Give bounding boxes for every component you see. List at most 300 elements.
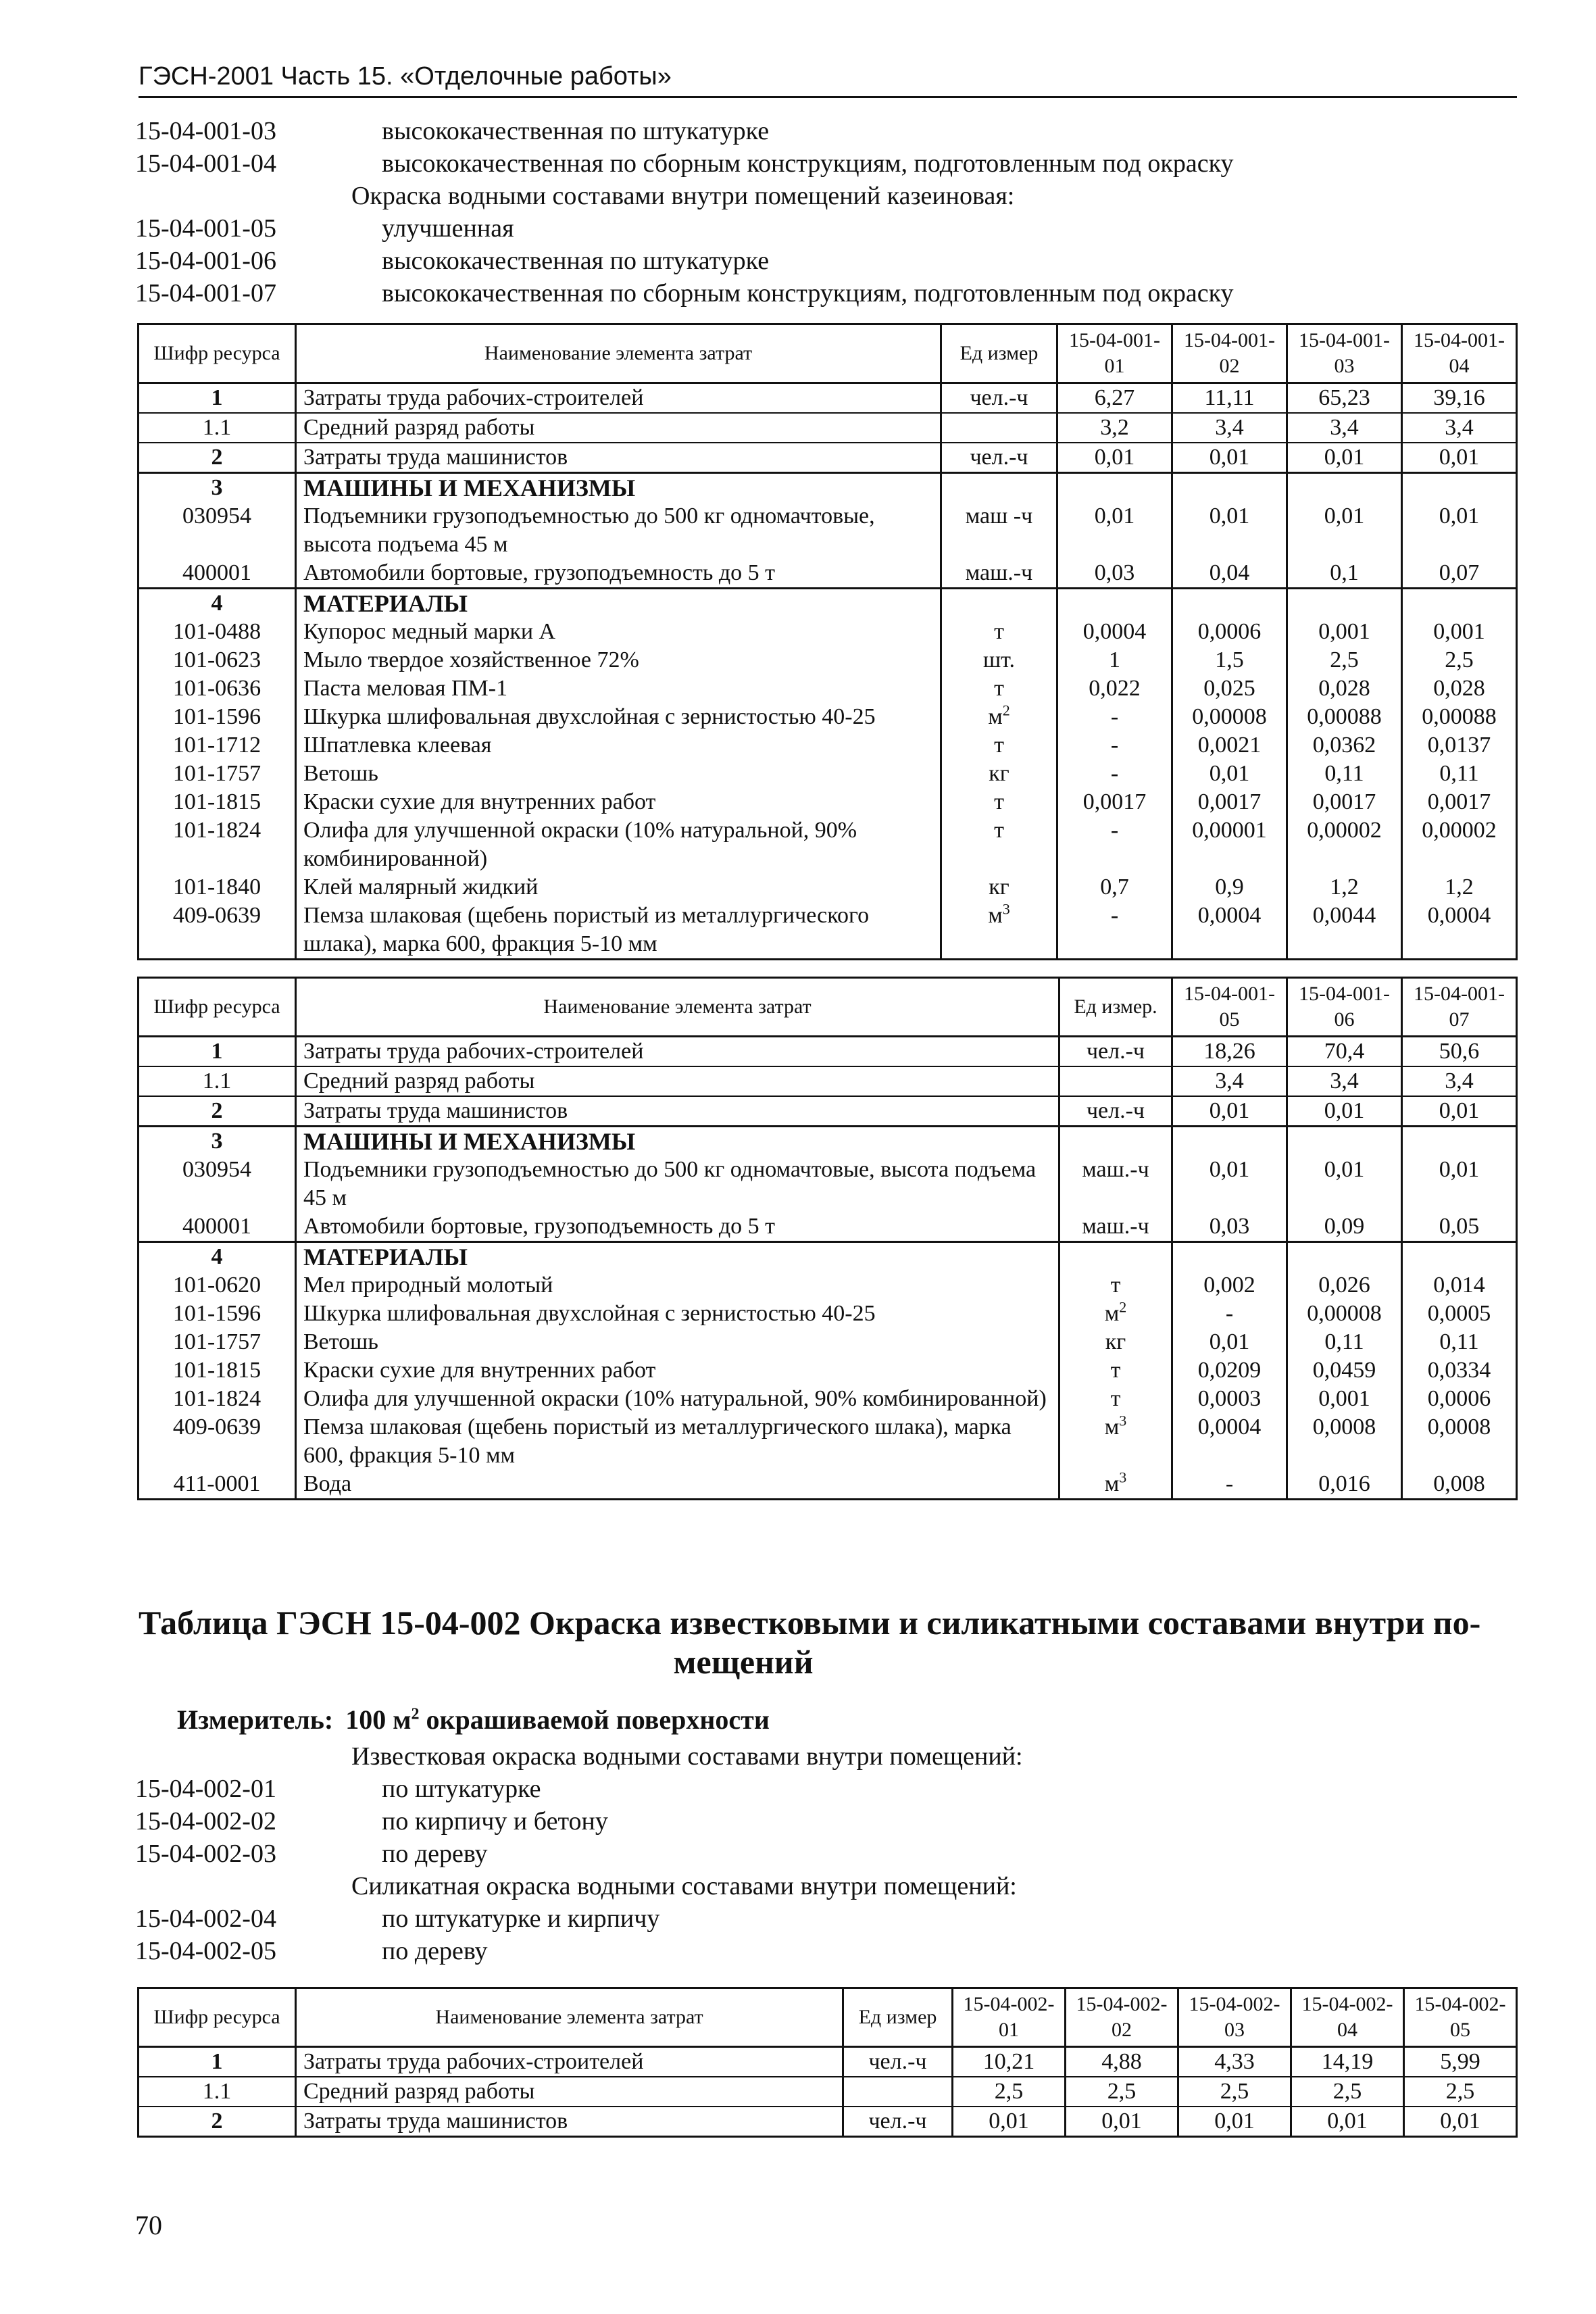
row-value: 70,4 [1287, 1037, 1402, 1067]
desc: по штукатурке [382, 1775, 541, 1803]
row-name: Мел природный молотый [296, 1271, 1059, 1300]
row-name: Шпатлевка клеевая [296, 731, 941, 760]
row-unit [1059, 1242, 1172, 1272]
desc: высококачественная по сборным конструкциям, подготовленным под окраску [382, 279, 1234, 307]
row-value: 0,0005 [1402, 1300, 1517, 1328]
row-value: 0,01 [1178, 2107, 1291, 2137]
row-value: 0,01 [1287, 1096, 1402, 1127]
row-name: Краски сухие для внутренних работ [296, 788, 941, 816]
row-value: 2,5 [1178, 2077, 1291, 2107]
table-title-line-2: мещений [673, 1643, 814, 1681]
row-value: 0,7 [1057, 873, 1172, 902]
row-value: 1 [1057, 646, 1172, 674]
row-value: 0,01 [1402, 1096, 1517, 1127]
header-unit: Ед измер. [1059, 978, 1172, 1037]
row-value: 0,00001 [1172, 816, 1287, 873]
section-title: МАШИНЫ И МЕХАНИЗМЫ [296, 1127, 1059, 1156]
header-col: 15-04-001-07 [1402, 978, 1517, 1037]
row-value: 0,01 [1172, 443, 1287, 473]
section-row [139, 1127, 1517, 1156]
row-name: Затраты труда рабочих-строителей [296, 383, 941, 414]
row-value: 0,01 [1172, 1156, 1287, 1212]
row-code: 409-0639 [139, 902, 296, 960]
row-code: 030954 [139, 1156, 296, 1212]
table-row [139, 1328, 1517, 1356]
row-value: - [1172, 1300, 1287, 1328]
code: 15-04-001-07 [135, 279, 276, 307]
row-unit [843, 2077, 953, 2107]
row-value: 0,028 [1402, 674, 1517, 703]
section-title: МАТЕРИАЛЫ [296, 1242, 1059, 1272]
row-value: 0,01 [1402, 443, 1517, 473]
table-row [139, 788, 1517, 816]
table-row [139, 2107, 1517, 2137]
row-value: 0,0004 [1057, 618, 1172, 646]
table-row [139, 413, 1517, 443]
row-code: 101-1712 [139, 731, 296, 760]
table-row [139, 1096, 1517, 1127]
row-unit: т [941, 788, 1057, 816]
row-value: 0,0006 [1402, 1385, 1517, 1413]
row-unit: $м^2$ [1059, 1300, 1172, 1328]
row-value: 0,0004 [1172, 902, 1287, 960]
row-unit [941, 589, 1057, 618]
header-col: 15-04-001-01 [1057, 324, 1172, 383]
row-code: 400001 [139, 559, 296, 589]
table-row [139, 816, 1517, 873]
row-value: 0,022 [1057, 674, 1172, 703]
row-unit: $м^3$ [1059, 1413, 1172, 1470]
row-value: 0,025 [1172, 674, 1287, 703]
row-name: Средний разряд работы [296, 2077, 843, 2107]
row-value: 65,23 [1287, 383, 1402, 414]
measure-value: 100 м [345, 1704, 412, 1735]
row-value: 3,2 [1057, 413, 1172, 443]
table-header-row [139, 1988, 1517, 2047]
row-value: 2,5 [1287, 646, 1402, 674]
measure-label: Измеритель: [177, 1704, 334, 1735]
code-line [135, 1902, 1527, 1935]
page-number: 70 [135, 2210, 162, 2240]
row-value: 0,0017 [1402, 788, 1517, 816]
row-value: 0,0362 [1287, 731, 1402, 760]
row-unit: т [1059, 1356, 1172, 1385]
row-code: 3 [139, 473, 296, 503]
row-value: 0,01 [1172, 760, 1287, 788]
code: 15-04-002-01 [135, 1775, 276, 1803]
row-value: 0,05 [1402, 1212, 1517, 1242]
row-value: 0,0137 [1402, 731, 1517, 760]
row-name: Автомобили бортовые, грузоподъемность до 5 т [296, 559, 941, 589]
row-name: Олифа для улучшенной окраски (10% натуральной, 90% комбинированной) [296, 1385, 1059, 1413]
row-value [1287, 473, 1402, 503]
header-code: Шифр ресурса [139, 324, 296, 383]
row-unit [1059, 1127, 1172, 1156]
row-value: 5,99 [1404, 2047, 1517, 2077]
header-unit: Ед измер [941, 324, 1057, 383]
header-col: 15-04-002-02 [1066, 1988, 1178, 2047]
row-value: 4,33 [1178, 2047, 1291, 2077]
row-unit: т [941, 674, 1057, 703]
row-value: 0,11 [1287, 760, 1402, 788]
row-value: 0,00002 [1287, 816, 1402, 873]
row-value: 2,5 [1404, 2077, 1517, 2107]
row-code: 101-1824 [139, 1385, 296, 1413]
table-row [139, 1356, 1517, 1385]
row-value: 0,001 [1402, 618, 1517, 646]
table-row [139, 1385, 1517, 1413]
header-name: Наименование элемента затрат [296, 978, 1059, 1037]
row-value: 0,00088 [1287, 703, 1402, 731]
row-code: 1.1 [139, 413, 296, 443]
row-unit: маш.-ч [1059, 1212, 1172, 1242]
row-unit: т [1059, 1385, 1172, 1413]
row-name: Ветошь [296, 1328, 1059, 1356]
row-value: 2,5 [1291, 2077, 1404, 2107]
table-row [139, 502, 1517, 559]
row-code: 101-1596 [139, 1300, 296, 1328]
row-unit [941, 413, 1057, 443]
table-row [139, 760, 1517, 788]
row-name: Затраты труда рабочих-строителей [296, 1037, 1059, 1067]
desc: Силикатная окраска водными составами внутри помещений: [351, 1872, 1017, 1900]
row-code: 101-0623 [139, 646, 296, 674]
code: 15-04-001-03 [135, 117, 276, 145]
table-row [139, 443, 1517, 473]
row-unit [1059, 1066, 1172, 1096]
row-code: 411-0001 [139, 1470, 296, 1500]
row-value: 3,4 [1402, 1066, 1517, 1096]
row-value [1172, 1242, 1287, 1272]
table-row [139, 1037, 1517, 1067]
row-code: 4 [139, 1242, 296, 1272]
header-col: 15-04-001-04 [1402, 324, 1517, 383]
row-value [1057, 589, 1172, 618]
row-value [1172, 1127, 1287, 1156]
row-unit: т [1059, 1271, 1172, 1300]
desc: Окраска водными составами внутри помещений казеиновая: [351, 182, 1015, 210]
row-value [1402, 1242, 1517, 1272]
row-value: 0,01 [1057, 443, 1172, 473]
header-code: Шифр ресурса [139, 978, 296, 1037]
desc: по штукатурке и кирпичу [382, 1904, 660, 1933]
header-col: 15-04-001-06 [1287, 978, 1402, 1037]
row-name: Затраты труда рабочих-строителей [296, 2047, 843, 2077]
table-row [139, 731, 1517, 760]
section-row [139, 1242, 1517, 1272]
code-line [135, 1935, 1527, 1967]
row-value: 3,4 [1172, 413, 1287, 443]
row-value: 2,5 [1066, 2077, 1178, 2107]
code-line [135, 1838, 1527, 1870]
row-name: Ветошь [296, 760, 941, 788]
row-unit: маш.-ч [941, 559, 1057, 589]
row-code: 1 [139, 383, 296, 414]
row-value: 50,6 [1402, 1037, 1517, 1067]
row-value: 0,014 [1402, 1271, 1517, 1300]
row-name: Автомобили бортовые, грузоподъемность до 5 т [296, 1212, 1059, 1242]
row-unit [941, 473, 1057, 503]
row-unit: т [941, 731, 1057, 760]
row-unit: чел.-ч [941, 383, 1057, 414]
top-code-list [135, 115, 1527, 310]
table-row [139, 1413, 1517, 1470]
row-code: 101-0488 [139, 618, 296, 646]
row-value: 0,0459 [1287, 1356, 1402, 1385]
table-row [139, 1212, 1517, 1242]
code: 15-04-001-06 [135, 247, 276, 275]
row-value: 0,11 [1402, 1328, 1517, 1356]
row-value [1402, 1127, 1517, 1156]
row-name: Мыло твердое хозяйственное 72% [296, 646, 941, 674]
table-row [139, 1300, 1517, 1328]
code-group-line [135, 180, 1527, 212]
header-col: 15-04-001-03 [1287, 324, 1402, 383]
desc: высококачественная по штукатурке [382, 117, 770, 145]
row-name: Затраты труда машинистов [296, 1096, 1059, 1127]
section-table-title [139, 1603, 1510, 1681]
desc: по кирпичу и бетону [382, 1807, 608, 1836]
row-value: 0,01 [1066, 2107, 1178, 2137]
row-value: 0,01 [1402, 1156, 1517, 1212]
row-value: 0,0008 [1402, 1413, 1517, 1470]
row-unit: $м^2$ [941, 703, 1057, 731]
desc: высококачественная по сборным конструкциям, подготовленным под окраску [382, 149, 1234, 178]
row-value: 0,01 [1287, 443, 1402, 473]
row-value: 0,01 [1287, 502, 1402, 559]
table-row [139, 703, 1517, 731]
desc: улучшенная [382, 214, 514, 243]
code: 15-04-002-05 [135, 1937, 276, 1965]
code-line [135, 277, 1527, 310]
row-unit: $м^3$ [1059, 1470, 1172, 1500]
desc: Известковая окраска водными составами внутри помещений: [351, 1742, 1023, 1771]
row-value: 0,03 [1057, 559, 1172, 589]
resource-table-001-01-04 [137, 323, 1518, 960]
row-unit: $м^3$ [941, 902, 1057, 960]
row-name: Затраты труда машинистов [296, 443, 941, 473]
row-value: - [1057, 731, 1172, 760]
row-value: 3,4 [1287, 413, 1402, 443]
row-value [1172, 473, 1287, 503]
row-value: 0,9 [1172, 873, 1287, 902]
desc: высококачественная по штукатурке [382, 247, 770, 275]
row-value: - [1057, 703, 1172, 731]
row-unit: шт. [941, 646, 1057, 674]
row-value: 0,01 [1057, 502, 1172, 559]
row-value: 2,5 [1402, 646, 1517, 674]
row-value: 18,26 [1172, 1037, 1287, 1067]
row-value: 0,0021 [1172, 731, 1287, 760]
row-unit: т [941, 816, 1057, 873]
table-header-row [139, 324, 1517, 383]
row-name: Подъемники грузоподъемностью до 500 кг одномачтовые, высота подъема 45 м [296, 502, 941, 559]
desc: по дереву [382, 1937, 488, 1965]
row-name: Краски сухие для внутренних работ [296, 1356, 1059, 1385]
row-value: 0,01 [953, 2107, 1066, 2137]
measure-rest: окрашиваемой поверхности [419, 1704, 770, 1735]
row-value: 10,21 [953, 2047, 1066, 2077]
code: 15-04-002-03 [135, 1840, 276, 1868]
row-code: 2 [139, 2107, 296, 2137]
code-line [135, 1773, 1527, 1805]
row-name: Клей малярный жидкий [296, 873, 941, 902]
code-group-line [135, 1740, 1527, 1773]
row-value: 0,01 [1287, 1156, 1402, 1212]
row-value: 14,19 [1291, 2047, 1404, 2077]
row-code: 101-1815 [139, 788, 296, 816]
row-name: Шкурка шлифовальная двухслойная с зернистостью 40-25 [296, 703, 941, 731]
bottom-code-list [135, 1740, 1527, 1967]
row-code: 030954 [139, 502, 296, 559]
code-line [135, 1805, 1527, 1838]
row-value: 3,4 [1172, 1066, 1287, 1096]
row-value: 0,002 [1172, 1271, 1287, 1300]
code: 15-04-002-04 [135, 1904, 276, 1933]
row-value: 0,001 [1287, 1385, 1402, 1413]
row-code: 1 [139, 2047, 296, 2077]
table-row [139, 1271, 1517, 1300]
row-name: Купорос медный марки А [296, 618, 941, 646]
row-value: 0,0004 [1172, 1413, 1287, 1470]
row-value: 0,01 [1402, 502, 1517, 559]
row-value [1172, 589, 1287, 618]
row-value: - [1057, 760, 1172, 788]
row-code: 400001 [139, 1212, 296, 1242]
row-value [1287, 1242, 1402, 1272]
table-row [139, 559, 1517, 589]
row-name: Затраты труда машинистов [296, 2107, 843, 2137]
row-value [1402, 473, 1517, 503]
row-name: Пемза шлаковая (щебень пористый из металлургического шлака), марка 600, фракция 5-10 мм [296, 1413, 1059, 1470]
row-code: 101-1596 [139, 703, 296, 731]
row-value: 0,09 [1287, 1212, 1402, 1242]
row-value: 0,04 [1172, 559, 1287, 589]
code-group-line [135, 1870, 1527, 1902]
row-value [1057, 473, 1172, 503]
row-code: 1 [139, 1037, 296, 1067]
row-unit: кг [941, 760, 1057, 788]
table-row [139, 1156, 1517, 1212]
header-unit: Ед измер [843, 1988, 953, 2047]
row-code: 101-0636 [139, 674, 296, 703]
row-name: Пемза шлаковая (щебень пористый из металлургического шлака), марка 600, фракция 5-10 мм [296, 902, 941, 960]
row-value: 3,4 [1287, 1066, 1402, 1096]
desc: по дереву [382, 1840, 488, 1868]
row-value [1402, 589, 1517, 618]
row-value: - [1172, 1470, 1287, 1500]
table-row [139, 902, 1517, 960]
row-unit: чел.-ч [941, 443, 1057, 473]
row-code: 101-0620 [139, 1271, 296, 1300]
code: 15-04-002-02 [135, 1807, 276, 1836]
row-value: 0,0004 [1402, 902, 1517, 960]
row-value: 11,11 [1172, 383, 1287, 414]
row-value: 1,2 [1402, 873, 1517, 902]
row-value: 0,11 [1287, 1328, 1402, 1356]
row-value: 0,026 [1287, 1271, 1402, 1300]
row-unit: чел.-ч [843, 2047, 953, 2077]
measure-line [177, 1703, 770, 1737]
row-value: 0,0008 [1287, 1413, 1402, 1470]
row-value: 0,016 [1287, 1470, 1402, 1500]
row-value: 0,01 [1291, 2107, 1404, 2137]
row-name: Вода [296, 1470, 1059, 1500]
resource-table-002 [137, 1987, 1518, 2138]
row-value: 0,01 [1172, 502, 1287, 559]
table-row [139, 2077, 1517, 2107]
table-row [139, 674, 1517, 703]
row-name: Паста меловая ПМ-1 [296, 674, 941, 703]
running-header: ГЭСН-2001 Часть 15. «Отделочные работы» [139, 59, 1517, 98]
row-code: 4 [139, 589, 296, 618]
section-row [139, 473, 1517, 503]
measure-sup: 2 [411, 1705, 420, 1723]
table-row [139, 646, 1517, 674]
row-value: 0,1 [1287, 559, 1402, 589]
row-value [1287, 1127, 1402, 1156]
table-header-row [139, 978, 1517, 1037]
row-value: 0,00008 [1287, 1300, 1402, 1328]
code: 15-04-001-04 [135, 149, 276, 178]
table-row [139, 873, 1517, 902]
row-value: 3,4 [1402, 413, 1517, 443]
row-value: 0,0334 [1402, 1356, 1517, 1385]
row-name: Средний разряд работы [296, 1066, 1059, 1096]
row-unit: т [941, 618, 1057, 646]
row-code: 101-1815 [139, 1356, 296, 1385]
table-row [139, 1470, 1517, 1500]
table-title-line-1: Таблица ГЭСН 15-04-002 Окраска известковыми и силикатными составами внутри по- [139, 1604, 1481, 1642]
row-unit: чел.-ч [1059, 1096, 1172, 1127]
row-value: 0,01 [1404, 2107, 1517, 2137]
code-line [135, 212, 1527, 245]
header-name: Наименование элемента затрат [296, 1988, 843, 2047]
row-value: 0,00002 [1402, 816, 1517, 873]
row-value: 0,01 [1172, 1096, 1287, 1127]
row-code: 101-1840 [139, 873, 296, 902]
code: 15-04-001-05 [135, 214, 276, 243]
row-value: 1,5 [1172, 646, 1287, 674]
row-unit: чел.-ч [843, 2107, 953, 2137]
row-code: 2 [139, 1096, 296, 1127]
header-name: Наименование элемента затрат [296, 324, 941, 383]
code-line [135, 115, 1527, 147]
row-value: 0,01 [1172, 1328, 1287, 1356]
header-col: 15-04-002-03 [1178, 1988, 1291, 2047]
row-name: Средний разряд работы [296, 413, 941, 443]
row-code: 2 [139, 443, 296, 473]
table-row [139, 618, 1517, 646]
code-line [135, 245, 1527, 277]
row-code: 101-1757 [139, 760, 296, 788]
row-value: 0,0003 [1172, 1385, 1287, 1413]
row-code: 101-1824 [139, 816, 296, 873]
row-value: 0,00008 [1172, 703, 1287, 731]
row-value: - [1057, 902, 1172, 960]
row-value: 0,0044 [1287, 902, 1402, 960]
row-value: 0,028 [1287, 674, 1402, 703]
row-value: - [1057, 816, 1172, 873]
header-col: 15-04-001-02 [1172, 324, 1287, 383]
table-row [139, 2047, 1517, 2077]
row-value: 0,001 [1287, 618, 1402, 646]
table-row [139, 1066, 1517, 1096]
row-value [1287, 589, 1402, 618]
header-col: 15-04-002-05 [1404, 1988, 1517, 2047]
row-code: 3 [139, 1127, 296, 1156]
resource-table-001-05-07 [137, 977, 1518, 1500]
